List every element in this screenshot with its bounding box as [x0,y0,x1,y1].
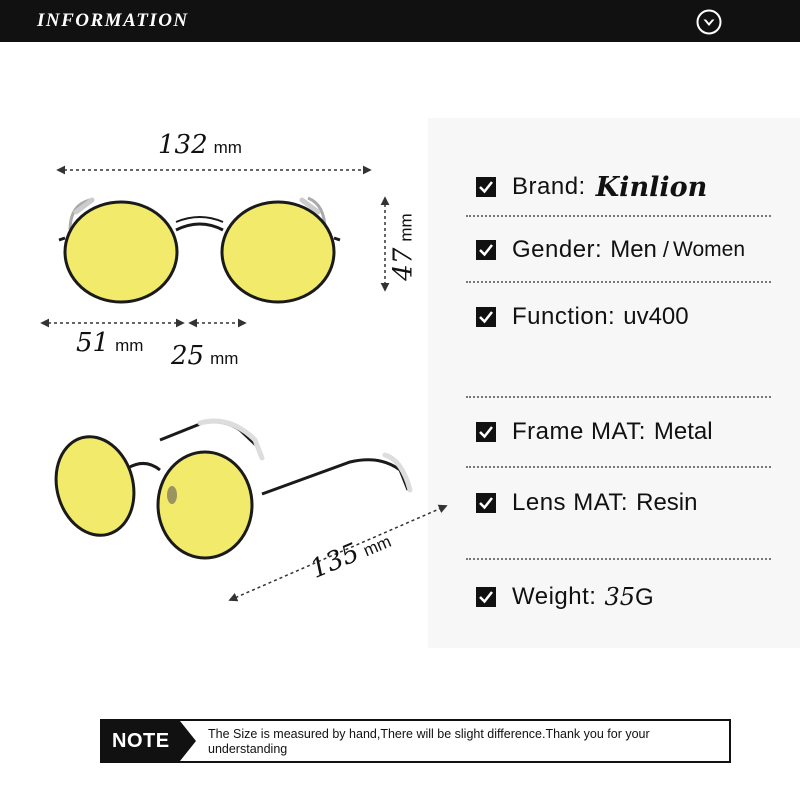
spec-brand [475,170,707,204]
checkbox-icon [475,306,497,328]
lens-width-label [76,328,143,358]
height-value: 47 [388,247,419,281]
height-unit: mm [396,213,416,242]
total-width-value: 132 [158,130,208,160]
temple-length-value: 135 [306,537,364,585]
gender-slash: / [662,237,670,262]
spec-function [475,300,689,334]
spec-weight [475,580,654,614]
frame-value: Metal [653,418,713,445]
lens-width-unit: mm [115,336,144,355]
total-width-unit: mm [213,138,242,157]
note-text: The Size is measured by hand,There will be slight difference.Thank you for your understanding [208,727,650,756]
page-title: INFORMATION [37,10,189,31]
spec-gender [475,233,745,267]
spec-lens [475,486,697,520]
checkbox-icon [475,421,497,443]
weight-number: 35 [604,582,635,611]
checkbox-icon [475,239,497,261]
note-box [100,719,731,763]
spec-frame [475,415,713,449]
divider [466,396,771,398]
note-tag-label: NOTE [112,730,170,752]
gender-value-2: Women [673,238,746,261]
divider [466,466,771,468]
divider [466,215,771,217]
function-label: Function: [512,303,616,330]
divider [466,558,771,560]
checkbox-icon [475,176,497,198]
bridge-label [171,341,238,371]
lens-label: Lens MAT: [512,489,629,516]
weight-label: Weight: [512,583,597,610]
bridge-unit: mm [210,349,239,368]
gender-label: Gender: [512,236,603,263]
gender-value: Men [610,236,657,263]
lens-width-value: 51 [76,328,110,358]
bridge-value: 25 [171,341,205,371]
front-view-glasses [59,198,340,302]
frame-label: Frame MAT: [512,418,646,445]
weight-value [604,583,653,612]
checkbox-icon [475,492,497,514]
divider [466,281,771,283]
brand-label: Brand: [512,173,586,200]
checkbox-icon [475,586,497,608]
temple-length-unit: mm [360,531,394,561]
function-value: uv400 [623,303,689,330]
height-label [389,213,419,280]
brand-value: Kinlion [595,171,708,203]
total-width-label [158,130,242,160]
weight-unit: G [634,583,654,611]
lens-value: Resin [636,489,698,516]
